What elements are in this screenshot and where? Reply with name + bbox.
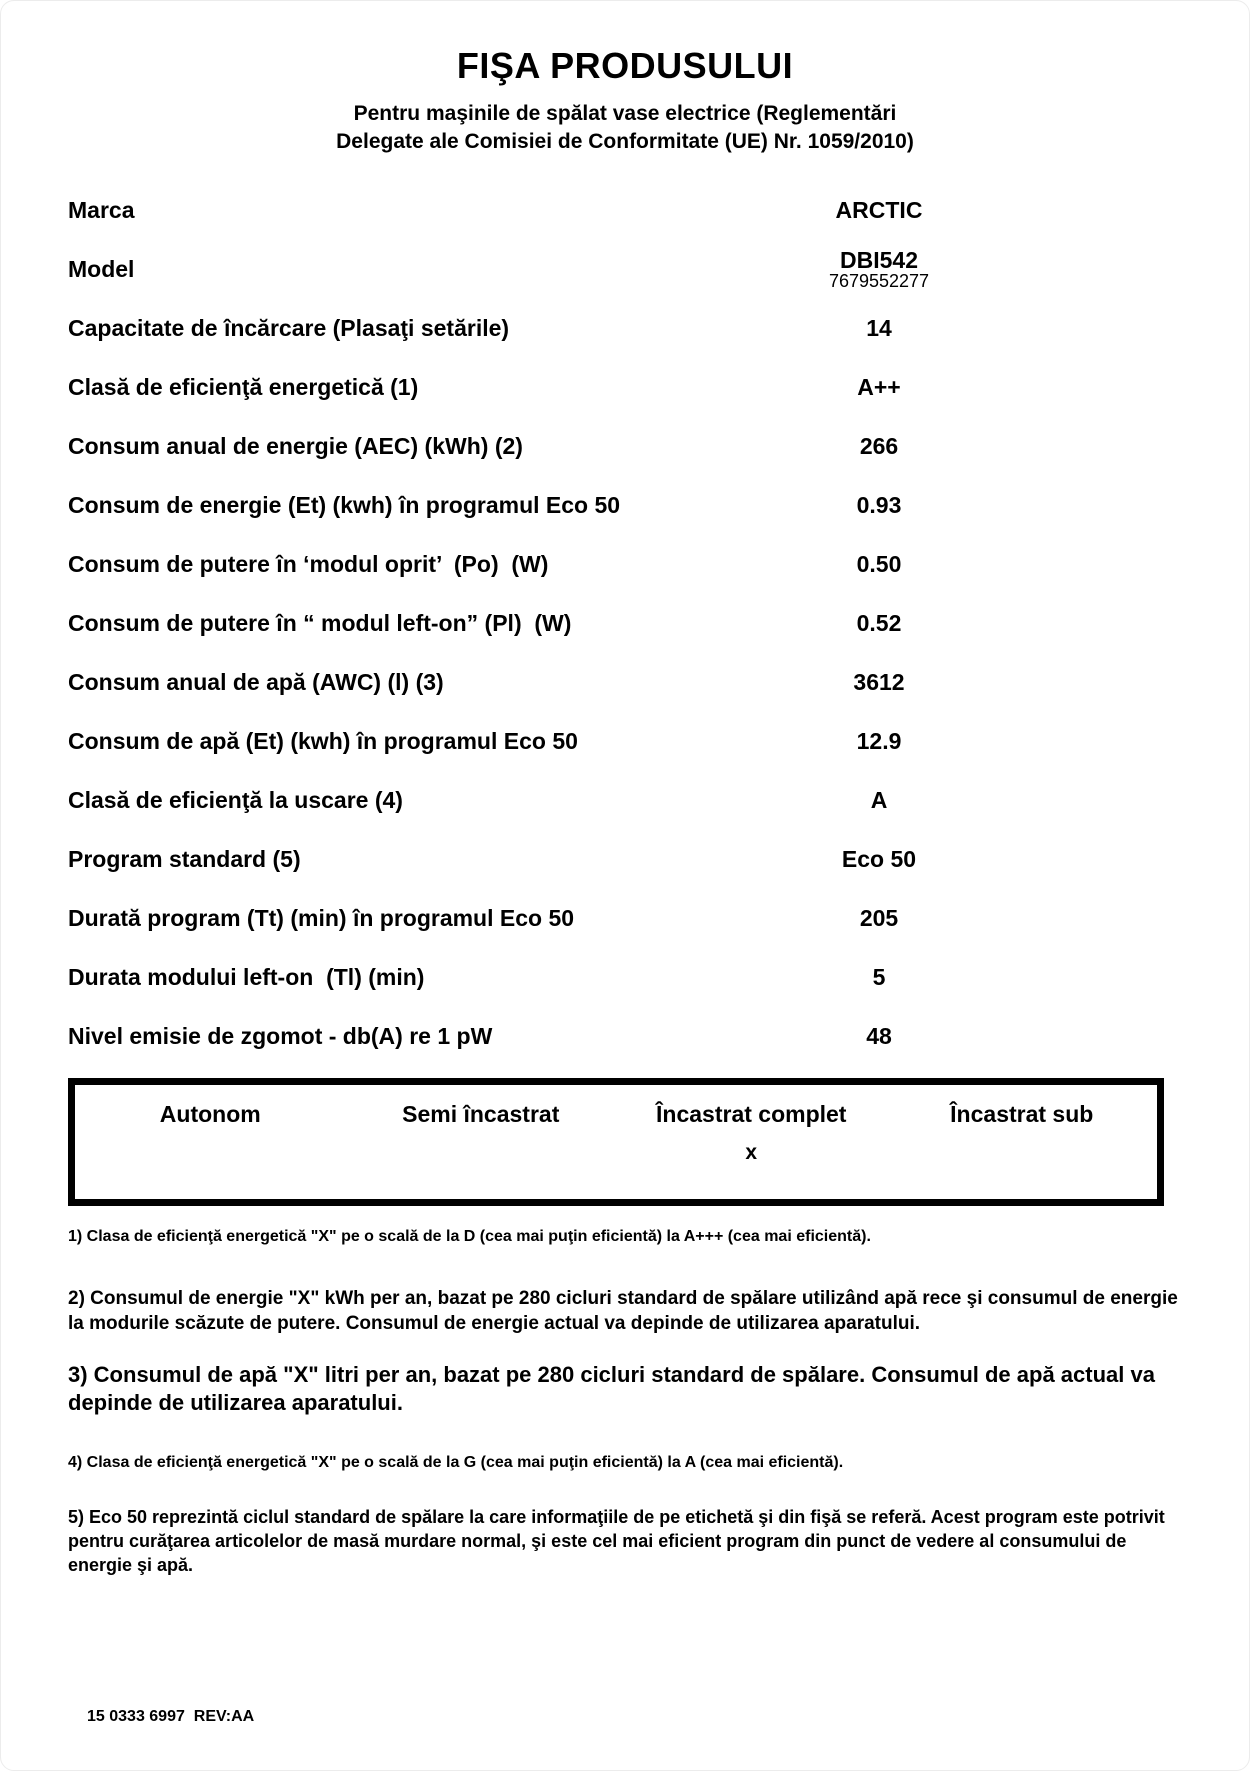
footnote-2: 2) Consumul de energie "X" kWh per an, bazat pe 280 cicluri standard de spălare utilizând apă rece şi consumul de energie la modurile scăzute de putere. Consumul de energie actual va depinde de utilizarea aparatului. — [68, 1287, 1184, 1334]
install-header: Încastrat complet — [656, 1100, 847, 1127]
page-subtitle-line2: Delegate ale Comisiei de Conformitate (UE) Nr. 1059/2010) — [336, 130, 914, 154]
spec-row-model — [1, 240, 1249, 299]
spec-value: Eco 50 — [841, 845, 917, 872]
page-subtitle-line1: Pentru maşinile de spălat vase electrice (Reglementări — [353, 102, 897, 125]
spec-value: 5 — [872, 963, 886, 990]
model-serial-number: 7679552277 — [828, 270, 930, 291]
spec-value: 0.50 — [856, 550, 902, 577]
spec-row-lefton-duration — [1, 948, 1249, 1007]
spec-row-eco-energy — [1, 476, 1249, 535]
spec-value: 3612 — [853, 668, 905, 695]
spec-row-annual-water — [1, 653, 1249, 712]
spec-row-energy-class — [1, 358, 1249, 417]
spec-value: 14 — [866, 314, 892, 341]
spec-value: A++ — [857, 373, 901, 400]
install-header: Semi încastrat — [402, 1100, 560, 1127]
spec-row-annual-energy — [1, 417, 1249, 476]
spec-label: Consum de putere în “ modul left-on” (Pl) (W) — [68, 609, 572, 636]
spec-row-standard-program — [1, 830, 1249, 889]
document-header — [1, 1, 1249, 157]
install-header: Autonom — [159, 1100, 261, 1127]
spec-label: Capacitate de încărcare (Plasaţi setările) — [68, 314, 510, 341]
install-mark-x: x — [745, 1140, 758, 1164]
spec-label: Consum anual de apă (AWC) (l) (3) — [68, 668, 444, 695]
spec-label: Consum de putere în ‘modul oprit’ (Po) (W) — [68, 550, 549, 577]
spec-label: Marca — [68, 196, 135, 223]
spec-value: 205 — [859, 904, 899, 931]
spec-row-noise-level — [1, 1007, 1249, 1066]
footnote-1: 1) Clasa de eficienţă energetică "X" pe o scală de la D (cea mai puţin eficientă) la A+++ (cea mai eficientă). — [68, 1227, 871, 1245]
installation-type-table — [68, 1078, 1164, 1206]
install-header: Încastrat sub — [950, 1100, 1094, 1127]
spec-label: Model — [68, 255, 135, 282]
spec-row-eco-water — [1, 712, 1249, 771]
spec-row-drying-class — [1, 771, 1249, 830]
spec-label: Durată program (Tt) (min) în programul Eco 50 — [68, 904, 575, 931]
spec-label: Durata modului left-on (Tl) (min) — [68, 963, 425, 990]
page-subtitle — [1, 100, 1249, 157]
install-col-incastrat-sub — [887, 1101, 1158, 1199]
spec-value: 266 — [859, 432, 899, 459]
footnote-5: 5) Eco 50 reprezintă ciclul standard de spălare la care informaţiile de pe etichetă şi din fişă se referă. Acest program este potrivit pentru curăţarea articolelor de masă murdare normal, şi este cel mai eficient program din punct de vedere al consumului de energie şi apă. — [68, 1507, 1170, 1575]
footnotes-section — [68, 1228, 1187, 1578]
spec-label: Nivel emisie de zgomot - db(A) re 1 pW — [68, 1022, 493, 1049]
spec-row-off-mode-power — [1, 535, 1249, 594]
spec-row-marca — [1, 181, 1249, 240]
install-col-semi-incastrat — [346, 1101, 617, 1199]
spec-value: ARCTIC — [835, 196, 923, 223]
spec-row-capacity — [1, 299, 1249, 358]
page-title: FIŞA PRODUSULUI — [456, 45, 794, 86]
footnote-4: 4) Clasa de eficienţă energetică "X" pe o scală de la G (cea mai puţin eficientă) la A (cea mai eficientă). — [68, 1454, 844, 1472]
spec-table — [1, 181, 1249, 1066]
spec-value: A — [870, 786, 888, 813]
spec-value: DBI542 — [840, 246, 918, 273]
spec-label: Consum de apă (Et) (kwh) în programul Eco 50 — [68, 727, 578, 754]
spec-label: Consum de energie (Et) (kwh) în programul Eco 50 — [68, 491, 621, 518]
spec-label: Program standard (5) — [68, 845, 301, 872]
spec-value: 12.9 — [856, 727, 902, 754]
spec-value: 0.52 — [856, 609, 902, 636]
spec-label: Consum anual de energie (AEC) (kWh) (2) — [68, 432, 523, 459]
spec-row-program-duration — [1, 889, 1249, 948]
spec-value: 48 — [866, 1022, 892, 1049]
spec-label: Clasă de eficienţă energetică (1) — [68, 373, 419, 400]
spec-label: Clasă de eficienţă la uscare (4) — [68, 786, 403, 813]
spec-row-lefton-mode-power — [1, 594, 1249, 653]
spec-value: 0.93 — [856, 491, 902, 518]
document-code: 15 0333 6997 REV:AA — [87, 1708, 255, 1725]
footnote-3: 3) Consumul de apă "X" litri per an, bazat pe 280 cicluri standard de spălare. Consumul de apă actual va depinde de utilizarea aparatului. — [68, 1361, 1162, 1416]
install-col-autonom — [75, 1101, 346, 1199]
install-col-incastrat-complet — [616, 1101, 887, 1199]
